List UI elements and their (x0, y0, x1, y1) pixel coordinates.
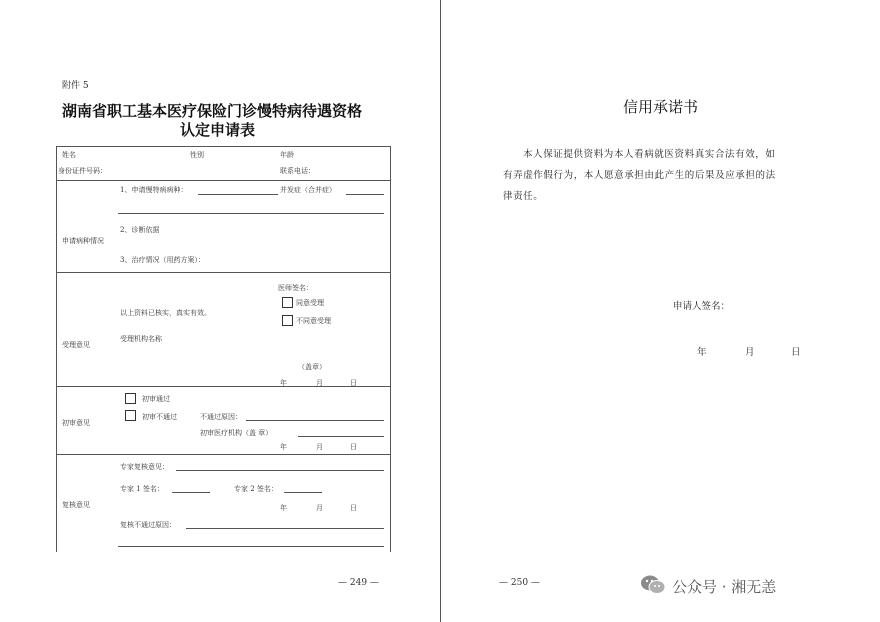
agree-label: 同意受理 (296, 299, 324, 307)
expert1-sign-label: 专家 1 签名： (120, 485, 164, 493)
pledge-date-day: 日 (791, 347, 801, 358)
expert-opinion-line (176, 470, 384, 471)
right-page (441, 0, 880, 622)
section-initial-label: 初审意见 (62, 419, 90, 427)
section-apply-label: 申请病种情况 (62, 237, 104, 245)
review-fail-reason-label: 复核不通过原因： (120, 521, 176, 529)
complication-label: 并发症（合并症） (280, 186, 336, 194)
review-date-year: 年 (280, 504, 287, 512)
disagree-label: 不同意受理 (296, 317, 331, 325)
gender-label: 性别 (190, 151, 204, 159)
expert-opinion-label: 专家复核意见： (120, 463, 169, 471)
item3-label: 3、治疗情况（用药方案）： (120, 256, 205, 264)
pledge-date-month: 月 (745, 347, 755, 358)
initial-date-year: 年 (280, 443, 287, 451)
id-number-label: 身份证件号码： (58, 167, 107, 175)
review-date-day: 日 (350, 504, 357, 512)
review-date-month: 月 (316, 504, 323, 512)
verified-text: 以上资料已核实，真实有效。 (120, 309, 211, 317)
initial-date-month: 月 (316, 443, 323, 451)
fail-reason-label: 不通过原因： (200, 413, 242, 421)
review-fail-reason-line (186, 528, 384, 529)
row-divider (56, 272, 390, 273)
accept-date-day: 日 (350, 379, 357, 387)
pledge-body-line2: 有弄虚作假行为，本人愿意承担由此产生的后果及应承担的法 (503, 170, 776, 181)
watermark-text: 公众号 · 湘无恙 (672, 578, 777, 596)
name-label: 姓名 (62, 151, 76, 159)
form-title-line1: 湖南省职工基本医疗保险门诊慢特病待遇资格 (62, 102, 363, 120)
page-number-right: — 250 — (499, 578, 540, 588)
item2-label: 2、诊断依据 (120, 226, 160, 234)
section-review-label: 复核意见 (62, 501, 90, 509)
section-accept-label: 受理意见 (62, 341, 90, 349)
expert2-sign-label: 专家 2 签名： (234, 485, 278, 493)
row-divider (56, 180, 390, 181)
table-right-border (390, 146, 391, 552)
review-extra-line (118, 546, 384, 547)
seal-label: （盖章） (298, 363, 326, 371)
table-top-border (56, 146, 390, 147)
initial-org-label: 初审医疗机构（盖 章） (200, 429, 273, 437)
disease-field-line (198, 194, 278, 195)
initial-org-line (298, 436, 384, 437)
accept-date-year: 年 (280, 379, 287, 387)
age-label: 年龄 (280, 151, 294, 159)
agree-checkbox[interactable] (282, 297, 293, 308)
initial-pass-label: 初审通过 (142, 395, 170, 403)
pledge-title: 信用承诺书 (623, 98, 699, 116)
pledge-date-year: 年 (697, 347, 707, 358)
pledge-body-line3: 律责任。 (503, 191, 544, 202)
phone-label: 联系电话： (280, 167, 315, 175)
doctor-sign-label: 医师签名： (278, 284, 313, 292)
complication-field-line (346, 194, 384, 195)
row-divider (56, 386, 390, 387)
accept-date-month: 月 (316, 379, 323, 387)
row-divider (56, 454, 390, 455)
initial-fail-checkbox[interactable] (125, 410, 136, 421)
initial-fail-label: 初审不通过 (142, 413, 177, 421)
applicant-signature-label: 申请人签名： (673, 301, 731, 312)
expert1-sign-line (172, 492, 210, 493)
wechat-icon (640, 574, 666, 596)
item1-label: 1、申请慢特病病种： (120, 186, 188, 194)
form-title-line2: 认定申请表 (180, 121, 256, 139)
initial-date-day: 日 (350, 443, 357, 451)
attachment-label: 附件 5 (62, 81, 89, 91)
watermark (640, 572, 860, 600)
disagree-checkbox[interactable] (282, 315, 293, 326)
agency-label: 受理机构名称 (120, 335, 162, 343)
expert2-sign-line (284, 492, 322, 493)
table-left-border (56, 146, 57, 552)
pledge-body-line1: 本人保证提供资料为本人看病就医资料真实合法有效，如 (523, 149, 776, 160)
item1-extra-line (118, 213, 384, 214)
page-number-left: — 249 — (338, 578, 379, 588)
fail-reason-line (246, 420, 384, 421)
initial-pass-checkbox[interactable] (125, 393, 136, 404)
